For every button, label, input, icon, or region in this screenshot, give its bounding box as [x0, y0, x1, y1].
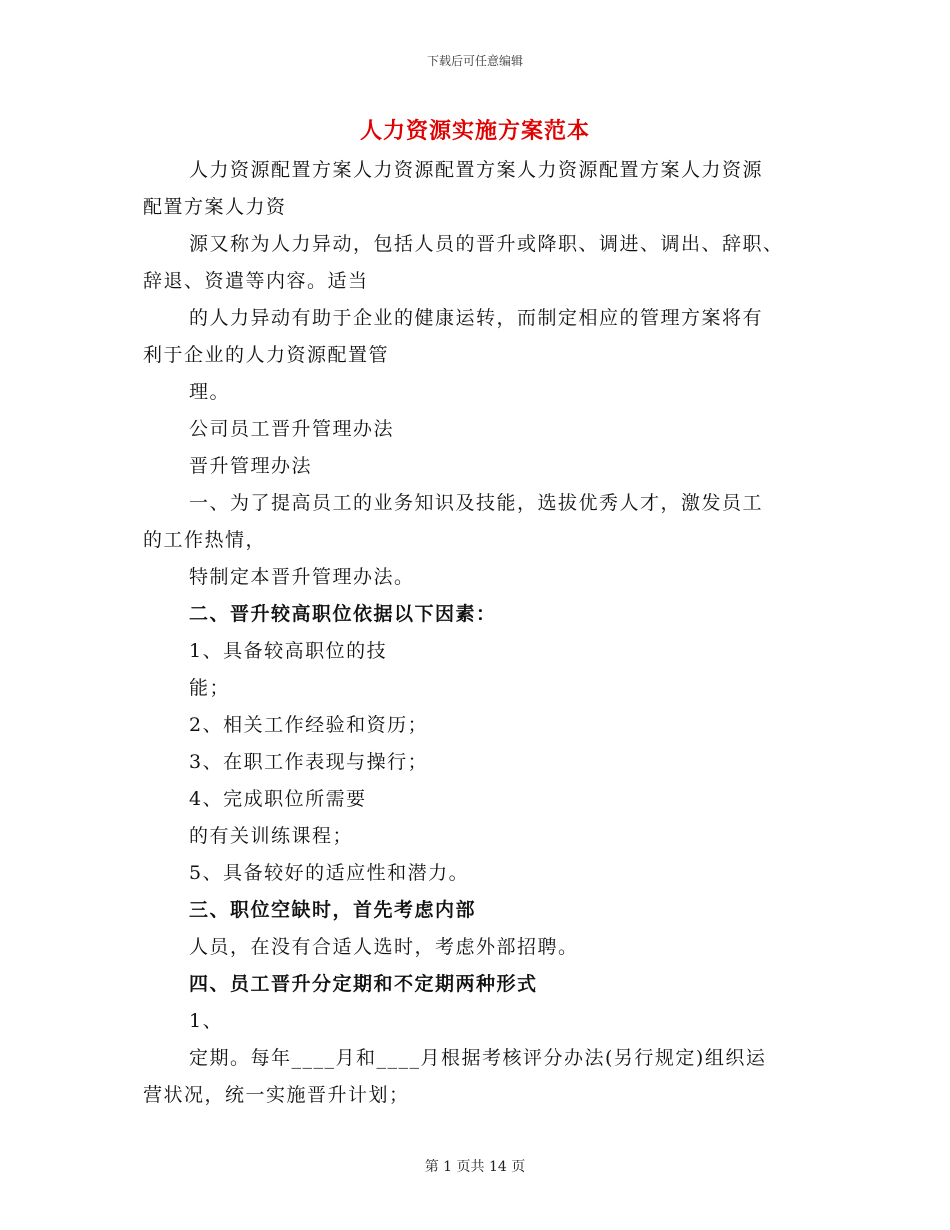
- section-heading-line: 三、职位空缺时，首先考虑内部: [189, 899, 477, 921]
- paragraph-line: 1、: [189, 1010, 224, 1032]
- paragraph-line: 4、完成职位所需要: [189, 788, 367, 810]
- paragraph-line: 5、具备较好的适应性和潜力。: [189, 862, 470, 884]
- paragraph-line: 的工作热情，: [143, 529, 267, 551]
- paragraph-line: 人力资源配置方案人力资源配置方案人力资源配置方案人力资源: [189, 159, 764, 181]
- paragraph-line: 营状况，统一实施晋升计划；: [143, 1084, 410, 1106]
- paragraph-line: 2、相关工作经验和资历；: [189, 714, 429, 736]
- page-header-note: 下载后可任意编辑: [426, 54, 523, 68]
- paragraph-line: 配置方案人力资: [143, 196, 287, 218]
- paragraph-line: 理。: [189, 381, 231, 403]
- paragraph-line: 辞退、资遣等内容。适当: [143, 270, 369, 292]
- document-title: 人力资源实施方案范本: [359, 118, 590, 144]
- page-number-footer: 第 1 页共 14 页: [424, 1159, 526, 1175]
- paragraph-line: 晋升管理办法: [189, 455, 313, 477]
- paragraph-line: 公司员工晋升管理办法: [189, 418, 395, 440]
- paragraph-line: 源又称为人力异动，包括人员的晋升或降职、调进、调出、辞职、: [189, 233, 784, 255]
- section-heading-line: 四、员工晋升分定期和不定期两种形式: [189, 973, 538, 995]
- section-heading-line: 二、晋升较高职位依据以下因素：: [189, 603, 497, 625]
- paragraph-line: 一、为了提高员工的业务知识及技能，选拔优秀人才，激发员工: [189, 492, 764, 514]
- paragraph-line: 定期。每年____月和____月根据考核评分办法(另行规定)组织运: [189, 1047, 767, 1069]
- paragraph-line: 能；: [189, 677, 231, 699]
- paragraph-line: 特制定本晋升管理办法。: [189, 566, 415, 588]
- paragraph-line: 人员，在没有合适人选时，考虑外部招聘。: [189, 936, 579, 958]
- paragraph-line: 1、具备较高职位的技: [189, 640, 388, 662]
- paragraph-line: 的有关训练课程；: [189, 825, 354, 847]
- paragraph-line: 利于企业的人力资源配置管: [143, 344, 390, 366]
- document-body: [143, 152, 813, 1114]
- paragraph-line: 3、在职工作表现与操行；: [189, 751, 429, 773]
- paragraph-line: 的人力异动有助于企业的健康运转，而制定相应的管理方案将有: [189, 307, 764, 329]
